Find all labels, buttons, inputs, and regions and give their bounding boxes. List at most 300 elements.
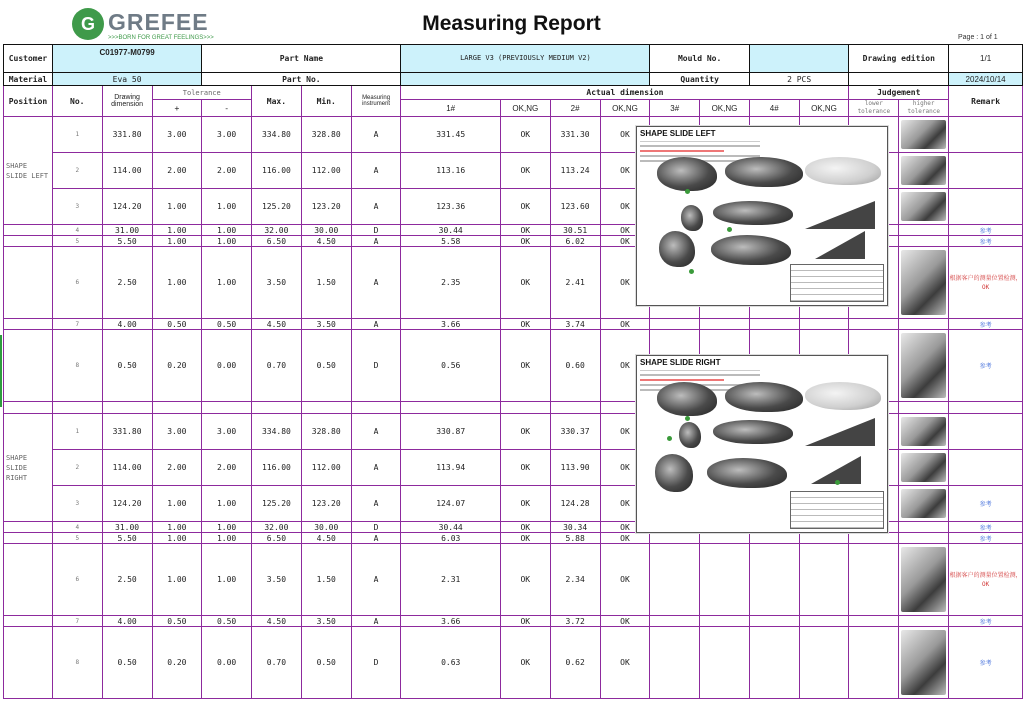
max-value[interactable]: 3.50 <box>252 544 302 616</box>
measure-2-value[interactable]: 330.37 <box>550 414 600 450</box>
measure-3-value[interactable] <box>650 319 700 330</box>
drawing-dimension-value[interactable]: 4.00 <box>102 319 152 330</box>
okng-2-value[interactable]: OK <box>600 247 650 319</box>
measure-2-value[interactable]: 113.90 <box>550 450 600 486</box>
max-value[interactable]: 0.70 <box>252 627 302 699</box>
tol-minus-value[interactable]: 1.00 <box>202 533 252 544</box>
measure-2-value[interactable]: 0.62 <box>550 627 600 699</box>
measure-2-value[interactable]: 0.60 <box>550 330 600 402</box>
measure-4-value[interactable] <box>749 319 799 330</box>
position-cell[interactable]: SHAPE SLIDE RIGHT <box>4 414 53 522</box>
tol-plus-value[interactable]: 1.00 <box>152 533 202 544</box>
tol-minus-value[interactable]: 1.00 <box>202 189 252 225</box>
max-value[interactable]: 116.00 <box>252 153 302 189</box>
measure-1-value[interactable]: 113.94 <box>401 450 500 486</box>
tol-minus-value[interactable]: 1.00 <box>202 225 252 236</box>
measure-2-value[interactable]: 30.34 <box>550 522 600 533</box>
okng-2-value[interactable]: OK <box>600 153 650 189</box>
okng-4-value[interactable] <box>799 533 849 544</box>
row-no[interactable]: 2 <box>52 153 102 189</box>
remark-value[interactable]: 参考 <box>949 627 1023 699</box>
remark-value[interactable]: 根据客户的测量位置检测，OK <box>949 544 1023 616</box>
remark-value[interactable]: 参考 <box>949 319 1023 330</box>
tol-plus-value[interactable]: 0.20 <box>152 627 202 699</box>
measure-2-value[interactable]: 30.51 <box>550 225 600 236</box>
min-value[interactable]: 30.00 <box>301 225 351 236</box>
shoe-bottom-view <box>711 235 791 265</box>
tol-plus-value[interactable]: 0.50 <box>152 319 202 330</box>
photo-cell <box>899 225 949 236</box>
okng-2-value[interactable]: OK <box>600 330 650 402</box>
tol-plus-value[interactable]: 1.00 <box>152 236 202 247</box>
mould-label[interactable]: Mould No. <box>650 45 750 73</box>
drawing-shape-slide-right[interactable] <box>636 355 888 533</box>
instrument-value[interactable]: D <box>351 627 401 699</box>
position-cell-empty[interactable] <box>4 225 53 236</box>
material-label[interactable]: Material <box>4 73 53 86</box>
min-value[interactable]: 1.50 <box>301 544 351 616</box>
min-value[interactable]: 328.80 <box>301 117 351 153</box>
tol-minus-value[interactable]: 1.00 <box>202 544 252 616</box>
photo-cell <box>899 153 949 189</box>
tol-minus-value[interactable]: 0.50 <box>202 319 252 330</box>
position-cell-empty[interactable] <box>4 522 53 533</box>
tol-minus-value[interactable]: 0.00 <box>202 627 252 699</box>
measure-1-value[interactable]: 2.31 <box>401 544 500 616</box>
drawing-dimension-value[interactable]: 2.50 <box>102 544 152 616</box>
tol-plus-value[interactable]: 1.00 <box>152 225 202 236</box>
instrument-value[interactable]: D <box>351 522 401 533</box>
blank-cell <box>102 402 152 414</box>
okng-1-value[interactable]: OK <box>500 117 550 153</box>
instrument-value[interactable]: D <box>351 330 401 402</box>
quantity-label[interactable]: Quantity <box>650 73 750 86</box>
position-cell[interactable]: SHAPE SLIDE LEFT <box>4 117 53 225</box>
photo-cell <box>899 616 949 627</box>
measure-1-value[interactable]: 330.87 <box>401 414 500 450</box>
shoe-wedge-view <box>805 418 875 446</box>
okng-3-value[interactable] <box>700 627 750 699</box>
tol-minus-value[interactable]: 3.00 <box>202 414 252 450</box>
measure-3-value[interactable] <box>650 544 700 616</box>
instrument-value[interactable]: A <box>351 236 401 247</box>
drawing-edition-label[interactable]: Drawing edition <box>849 45 949 73</box>
remark-value[interactable] <box>949 189 1023 225</box>
max-value[interactable]: 125.20 <box>252 486 302 522</box>
drawing-dimension-value[interactable]: 0.50 <box>102 330 152 402</box>
tol-plus-value[interactable]: 1.00 <box>152 247 202 319</box>
remark-value[interactable]: 根据客户的测量位置检测，OK <box>949 247 1023 319</box>
instrument-value[interactable]: A <box>351 117 401 153</box>
max-value[interactable]: 32.00 <box>252 225 302 236</box>
instrument-value[interactable]: A <box>351 486 401 522</box>
instrument-value[interactable]: A <box>351 533 401 544</box>
okng-1-value[interactable]: OK <box>500 486 550 522</box>
min-value[interactable]: 123.20 <box>301 189 351 225</box>
tol-plus-value[interactable]: 1.00 <box>152 486 202 522</box>
measurement-photo <box>901 453 946 482</box>
measure-3-value[interactable] <box>650 616 700 627</box>
actual-okng-header: OK,NG <box>600 100 650 117</box>
remark-value[interactable]: 参考 <box>949 236 1023 247</box>
tol-plus-value[interactable]: 2.00 <box>152 450 202 486</box>
instrument-value[interactable]: D <box>351 225 401 236</box>
row-no[interactable]: 6 <box>52 247 102 319</box>
remark-value[interactable] <box>949 414 1023 450</box>
blank-cell <box>301 402 351 414</box>
measure-1-value[interactable]: 123.36 <box>401 189 500 225</box>
min-header: Min. <box>301 86 351 117</box>
okng-1-value[interactable]: OK <box>500 330 550 402</box>
okng-2-value[interactable]: OK <box>600 522 650 533</box>
drawing-dimension-value[interactable]: 124.20 <box>102 486 152 522</box>
remark-value[interactable]: 参考 <box>949 616 1023 627</box>
tolerance-header: Tolerance <box>152 86 252 100</box>
tol-plus-header: + <box>152 100 202 117</box>
instrument-value[interactable]: A <box>351 544 401 616</box>
tol-minus-value[interactable]: 2.00 <box>202 450 252 486</box>
shoe-wedge-view <box>805 201 875 229</box>
measure-1-value[interactable]: 331.45 <box>401 117 500 153</box>
tol-plus-value[interactable]: 1.00 <box>152 189 202 225</box>
drawing-dimension-value[interactable]: 0.50 <box>102 627 152 699</box>
tol-minus-value[interactable]: 1.00 <box>202 247 252 319</box>
okng-2-value[interactable]: OK <box>600 319 650 330</box>
row-no[interactable]: 3 <box>52 189 102 225</box>
customer-label[interactable]: Customer <box>4 45 53 73</box>
lower-tol-value[interactable] <box>849 319 899 330</box>
min-value[interactable]: 4.50 <box>301 533 351 544</box>
okng-2-value[interactable]: OK <box>600 225 650 236</box>
photo-cell <box>899 533 949 544</box>
tol-plus-value[interactable]: 3.00 <box>152 117 202 153</box>
row-no[interactable]: 2 <box>52 450 102 486</box>
drawing-dimension-value[interactable]: 2.50 <box>102 247 152 319</box>
remark-value[interactable] <box>949 450 1023 486</box>
row-no[interactable]: 7 <box>52 616 102 627</box>
row-no[interactable]: 8 <box>52 330 102 402</box>
min-value[interactable]: 0.50 <box>301 627 351 699</box>
shoe-wedge-side <box>815 231 865 259</box>
measure-2-value[interactable]: 124.28 <box>550 486 600 522</box>
row-no[interactable]: 3 <box>52 486 102 522</box>
remark-value[interactable]: 参考 <box>949 486 1023 522</box>
okng-2-value[interactable]: OK <box>600 486 650 522</box>
row-no[interactable]: 5 <box>52 236 102 247</box>
measure-1-value[interactable]: 6.03 <box>401 533 500 544</box>
drawing-edition-value[interactable]: 1/1 <box>949 45 1023 73</box>
okng-1-value[interactable]: OK <box>500 319 550 330</box>
measure-2-value[interactable]: 2.34 <box>550 544 600 616</box>
min-value[interactable]: 123.20 <box>301 486 351 522</box>
okng-1-value[interactable]: OK <box>500 153 550 189</box>
photo-cell <box>899 544 949 616</box>
remark-value[interactable] <box>949 153 1023 189</box>
part-name-label[interactable]: Part Name <box>202 45 401 73</box>
measurement-photo <box>901 630 946 695</box>
photo-cell <box>899 330 949 402</box>
tol-plus-value[interactable]: 0.50 <box>152 616 202 627</box>
tol-plus-value[interactable]: 2.00 <box>152 153 202 189</box>
instrument-header: Measuring instrument <box>351 86 401 117</box>
okng-2-value[interactable]: OK <box>600 117 650 153</box>
row-no[interactable]: 6 <box>52 544 102 616</box>
shoe-bottom-view <box>707 458 787 488</box>
measure-4-value[interactable] <box>749 616 799 627</box>
okng-4-value[interactable] <box>799 544 849 616</box>
okng-4-value[interactable] <box>799 627 849 699</box>
okng-1-value[interactable]: OK <box>500 247 550 319</box>
row-no[interactable]: 4 <box>52 522 102 533</box>
okng-3-value[interactable] <box>700 544 750 616</box>
okng-1-value[interactable]: OK <box>500 533 550 544</box>
measure-1-value[interactable]: 0.63 <box>401 627 500 699</box>
okng-1-value[interactable]: OK <box>500 189 550 225</box>
okng-1-value[interactable]: OK <box>500 627 550 699</box>
tol-minus-value[interactable]: 1.00 <box>202 236 252 247</box>
page-info: Page : 1 of 1 <box>958 34 998 41</box>
blank-cell <box>899 402 949 414</box>
max-value[interactable]: 116.00 <box>252 450 302 486</box>
tol-minus-value[interactable]: 3.00 <box>202 117 252 153</box>
position-cell-empty[interactable] <box>4 247 53 319</box>
tol-minus-value[interactable]: 2.00 <box>202 153 252 189</box>
remark-value[interactable]: 参考 <box>949 330 1023 402</box>
customer-value[interactable]: C01977-M0799 <box>52 45 201 73</box>
logo-icon: G <box>72 8 104 40</box>
lower-tol-value[interactable] <box>849 616 899 627</box>
tol-plus-value[interactable]: 3.00 <box>152 414 202 450</box>
measure-4-value[interactable] <box>749 627 799 699</box>
tol-plus-value[interactable]: 1.00 <box>152 522 202 533</box>
tol-minus-header: - <box>202 100 252 117</box>
tol-minus-value[interactable]: 0.00 <box>202 330 252 402</box>
lower-tol-value[interactable] <box>849 544 899 616</box>
row-no[interactable]: 7 <box>52 319 102 330</box>
tol-minus-value[interactable]: 1.00 <box>202 522 252 533</box>
remark-value[interactable]: 参考 <box>949 522 1023 533</box>
okng-1-value[interactable]: OK <box>500 414 550 450</box>
column-header-row <box>4 86 1023 100</box>
measure-1-value[interactable]: 3.66 <box>401 616 500 627</box>
tol-plus-value[interactable]: 1.00 <box>152 544 202 616</box>
drawing-title-block <box>790 491 884 529</box>
measure-1-value[interactable]: 0.56 <box>401 330 500 402</box>
max-value[interactable]: 334.80 <box>252 414 302 450</box>
max-value[interactable]: 6.50 <box>252 533 302 544</box>
lower-tol-value[interactable] <box>849 627 899 699</box>
min-value[interactable]: 3.50 <box>301 319 351 330</box>
measure-row <box>4 544 1023 616</box>
green-marker <box>685 416 690 421</box>
max-value[interactable]: 334.80 <box>252 117 302 153</box>
shoe-side-view <box>725 382 803 412</box>
measure-2-value[interactable]: 6.02 <box>550 236 600 247</box>
row-no[interactable]: 4 <box>52 225 102 236</box>
measurement-photo <box>901 417 946 446</box>
drawing-title-block <box>790 264 884 302</box>
measure-2-value[interactable]: 3.72 <box>550 616 600 627</box>
measure-1-value[interactable]: 113.16 <box>401 153 500 189</box>
instrument-value[interactable]: A <box>351 247 401 319</box>
part-no-value[interactable] <box>401 73 650 86</box>
measure-2-value[interactable]: 113.24 <box>550 153 600 189</box>
drawing-dimension-value[interactable]: 124.20 <box>102 189 152 225</box>
lower-tol-value[interactable] <box>849 533 899 544</box>
actual-s4-header: 4# <box>749 100 799 117</box>
okng-1-value[interactable]: OK <box>500 544 550 616</box>
measure-4-value[interactable] <box>749 544 799 616</box>
instrument-value[interactable]: A <box>351 414 401 450</box>
mould-value[interactable] <box>749 45 848 73</box>
position-header: Position <box>4 86 53 117</box>
green-marker <box>685 189 690 194</box>
row-no[interactable]: 1 <box>52 117 102 153</box>
tol-minus-value[interactable]: 1.00 <box>202 486 252 522</box>
shoe-top-view <box>657 382 717 416</box>
okng-1-value[interactable]: OK <box>500 236 550 247</box>
drawing-shape-slide-left[interactable] <box>636 126 888 306</box>
position-cell-empty[interactable] <box>4 627 53 699</box>
drawing-dimension-value[interactable]: 114.00 <box>102 153 152 189</box>
okng-3-value[interactable] <box>700 533 750 544</box>
max-value[interactable]: 3.50 <box>252 247 302 319</box>
row-no[interactable]: 1 <box>52 414 102 450</box>
measure-1-value[interactable]: 30.44 <box>401 225 500 236</box>
photo-cell <box>899 189 949 225</box>
drawing-dimension-value[interactable]: 5.50 <box>102 533 152 544</box>
max-value[interactable]: 125.20 <box>252 189 302 225</box>
measure-1-value[interactable]: 30.44 <box>401 522 500 533</box>
drawing-dimension-value[interactable]: 331.80 <box>102 414 152 450</box>
measurement-photo <box>901 250 946 315</box>
measure-2-value[interactable]: 5.88 <box>550 533 600 544</box>
blank-cell <box>52 402 102 414</box>
remark-value[interactable]: 参考 <box>949 225 1023 236</box>
drawing-dimension-value[interactable]: 31.00 <box>102 225 152 236</box>
tol-plus-value[interactable]: 0.20 <box>152 330 202 402</box>
okng-1-value[interactable]: OK <box>500 616 550 627</box>
min-value[interactable]: 1.50 <box>301 247 351 319</box>
remark-value[interactable] <box>949 117 1023 153</box>
measure-1-value[interactable]: 5.58 <box>401 236 500 247</box>
position-cell-empty[interactable] <box>4 616 53 627</box>
shoe-profile-view <box>713 201 793 225</box>
okng-2-value[interactable]: OK <box>600 414 650 450</box>
position-cell-empty[interactable] <box>4 330 53 402</box>
measure-row <box>4 319 1023 330</box>
instrument-value[interactable]: A <box>351 450 401 486</box>
blank-cell <box>401 402 500 414</box>
okng-4-value[interactable] <box>799 616 849 627</box>
max-value[interactable]: 32.00 <box>252 522 302 533</box>
quantity-value[interactable]: 2 PCS <box>749 73 848 86</box>
measurement-photo <box>901 120 946 149</box>
instrument-value[interactable]: A <box>351 189 401 225</box>
position-cell-empty[interactable] <box>4 236 53 247</box>
measure-3-value[interactable] <box>650 533 700 544</box>
row-no[interactable]: 5 <box>52 533 102 544</box>
measure-3-value[interactable] <box>650 627 700 699</box>
no-header: No. <box>52 86 102 117</box>
photo-cell <box>899 627 949 699</box>
report-header <box>0 0 1023 44</box>
measure-4-value[interactable] <box>749 533 799 544</box>
max-value[interactable]: 6.50 <box>252 236 302 247</box>
instrument-value[interactable]: A <box>351 616 401 627</box>
min-value[interactable]: 112.00 <box>301 153 351 189</box>
part-no-label[interactable]: Part No. <box>202 73 401 86</box>
position-cell-empty[interactable] <box>4 544 53 616</box>
measure-1-value[interactable]: 2.35 <box>401 247 500 319</box>
report-date[interactable]: 2024/10/14 <box>949 73 1023 86</box>
instrument-value[interactable]: A <box>351 319 401 330</box>
drawing-dimension-value[interactable]: 31.00 <box>102 522 152 533</box>
max-value[interactable]: 0.70 <box>252 330 302 402</box>
drawing-dimension-value[interactable]: 4.00 <box>102 616 152 627</box>
okng-3-value[interactable] <box>700 319 750 330</box>
okng-2-value[interactable]: OK <box>600 616 650 627</box>
shoe-top-view <box>657 157 717 191</box>
min-value[interactable]: 3.50 <box>301 616 351 627</box>
measure-2-value[interactable]: 331.30 <box>550 117 600 153</box>
position-cell-empty[interactable] <box>4 319 53 330</box>
drawing-dimension-value[interactable]: 114.00 <box>102 450 152 486</box>
okng-2-value[interactable]: OK <box>600 189 650 225</box>
okng-2-value[interactable]: OK <box>600 544 650 616</box>
measure-2-value[interactable]: 3.74 <box>550 319 600 330</box>
min-value[interactable]: 4.50 <box>301 236 351 247</box>
okng-1-value[interactable]: OK <box>500 522 550 533</box>
max-value[interactable]: 4.50 <box>252 319 302 330</box>
min-value[interactable]: 328.80 <box>301 414 351 450</box>
min-value[interactable]: 0.50 <box>301 330 351 402</box>
drawing-dimension-value[interactable]: 331.80 <box>102 117 152 153</box>
measure-2-value[interactable]: 123.60 <box>550 189 600 225</box>
material-value[interactable]: Eva 50 <box>52 73 201 86</box>
okng-2-value[interactable]: OK <box>600 627 650 699</box>
tol-minus-value[interactable]: 0.50 <box>202 616 252 627</box>
okng-1-value[interactable]: OK <box>500 225 550 236</box>
max-value[interactable]: 4.50 <box>252 616 302 627</box>
remark-value[interactable]: 参考 <box>949 533 1023 544</box>
measure-row <box>4 616 1023 627</box>
okng-4-value[interactable] <box>799 319 849 330</box>
min-value[interactable]: 30.00 <box>301 522 351 533</box>
min-value[interactable]: 112.00 <box>301 450 351 486</box>
photo-cell <box>899 414 949 450</box>
shoe-heel-view <box>679 422 701 448</box>
instrument-value[interactable]: A <box>351 153 401 189</box>
measure-1-value[interactable]: 3.66 <box>401 319 500 330</box>
shoe-side-view <box>725 157 803 187</box>
okng-1-value[interactable]: OK <box>500 450 550 486</box>
measure-2-value[interactable]: 2.41 <box>550 247 600 319</box>
row-no[interactable]: 8 <box>52 627 102 699</box>
okng-2-value[interactable]: OK <box>600 236 650 247</box>
actual-s3-header: 3# <box>650 100 700 117</box>
okng-2-value[interactable]: OK <box>600 450 650 486</box>
measure-1-value[interactable]: 124.07 <box>401 486 500 522</box>
shoe-light-view <box>805 157 881 185</box>
info-row-material <box>4 73 1023 86</box>
okng-2-value[interactable]: OK <box>600 533 650 544</box>
okng-3-value[interactable] <box>700 616 750 627</box>
position-cell-empty[interactable] <box>4 533 53 544</box>
part-name-value[interactable]: LARGE V3 (PREVIOUSLY MEDIUM V2) <box>401 45 650 73</box>
drawing-dimension-value[interactable]: 5.50 <box>102 236 152 247</box>
shoe-light-view <box>805 382 881 410</box>
